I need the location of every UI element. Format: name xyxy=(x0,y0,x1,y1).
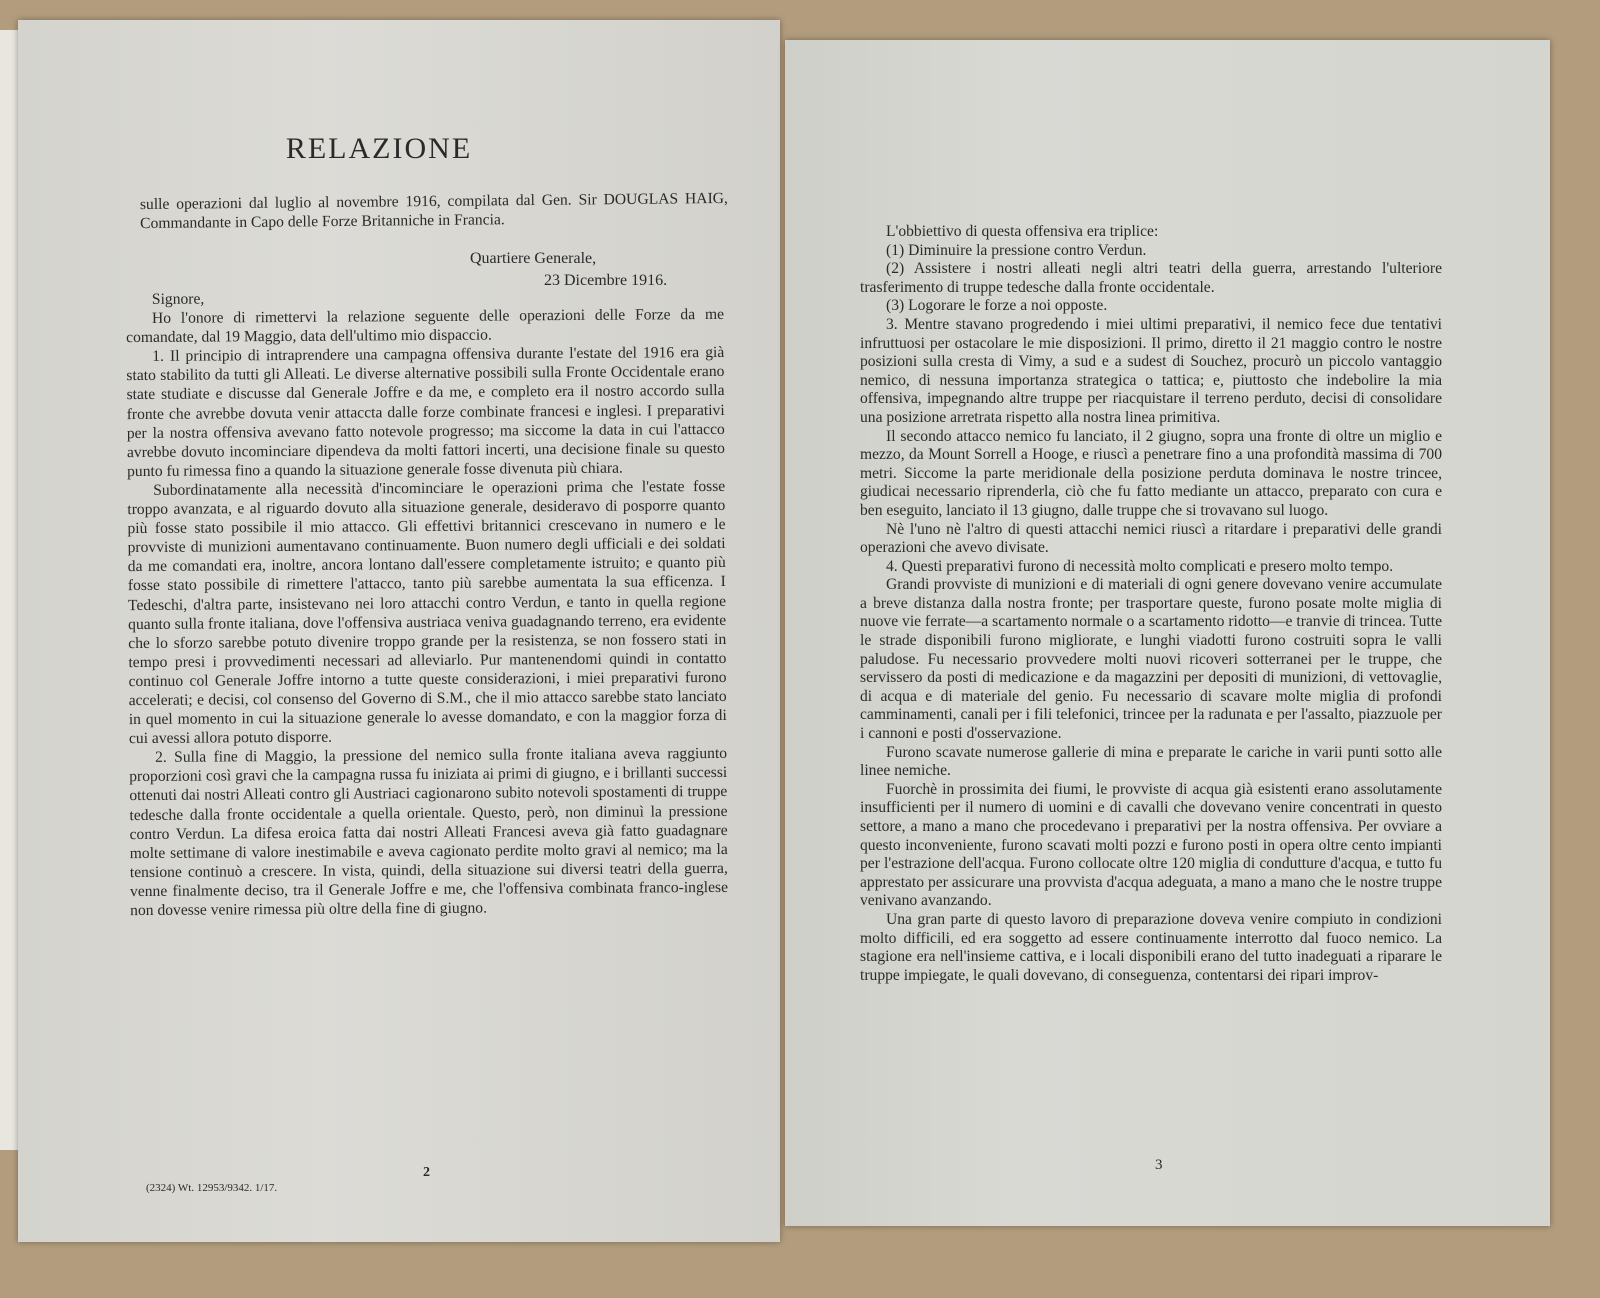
document-title: RELAZIONE xyxy=(285,132,473,165)
paragraph: 2. Sulla fine di Maggio, la pressione del nemico sulla fronte italiana aveva raggiunto proporzioni così gravi che la campagna russa fu iniziata ai primi di giugno, e i brillanti successi ottenuti dai nostri Alleati contro gli Austriaci cagionarono subito notevoli spostamenti di truppe tedesche dalla fronte occidentale a quella orientale. Questo, però, non diminuì la pressione contro Verdun. La difesa eroica fatta dai nostri Alleati Francesi aveva già fatto guadagnare molte settimane di valore inestimabile e aveva cagionato perdite molto gravi al nemico; ma la tensione continuò a crescere. In vista, quindi, della situazione sui diversi teatri della guerra, venne finalmente deciso, tra il Generale Joffre e me, che l'offensiva combinata franco-inglese non dovesse venire rimessa più oltre della fine di giugno. xyxy=(129,745,729,920)
paragraph: 3. Mentre stavano progredendo i miei ultimi preparativi, il nemico fece due tentativi infruttuosi per ostacolare le mie disposizioni. Il primo, diretto il 21 maggio contro le nostre posizioni sulla cresta di Vimy, a sud e a sudest di Souchez, procurò un piccolo vantaggio nemico, di nessuna importanza strategica o tattica; e, piuttosto che indebolire la mia offensiva, impegnando altre truppe per riacquistare il terreno perduto, decisi di consolidare una posizione arretrata rispetto alla nostra linea primitiva. xyxy=(860,315,1442,426)
paragraph: L'obbiettivo di questa offensiva era triplice: xyxy=(886,223,1159,240)
left-page xyxy=(18,20,780,1242)
paragraph: Il secondo attacco nemico fu lanciato, il 2 giugno, sopra una fronte di oltre un miglio e mezzo, da Mount Sorrell a Hooge, e riuscì a penetrare fino a una profondità massima di 700 metri. Siccome la parte meridionale della posizione perduta dominava le nostre trincee, giudicai necessario riprenderla, ciò che fu fatto mediante un attacco, preparato con cura e ben eseguito, lanciato il 13 giugno, dalle truppe che si trovavano sul luogo. xyxy=(860,427,1442,519)
paragraph: Nè l'uno nè l'altro di questi attacchi nemici riuscì a ritardare i preparativi delle grandi operazioni che avevo divisate. xyxy=(860,520,1442,557)
right-page xyxy=(785,40,1550,1226)
left-body xyxy=(126,286,728,920)
document-subtitle: sulle operazioni dal luglio al novembre 1916, compilata dal Gen. Sir DOUGLAS HAIG, Commandante in Capo delle Forze Britanniche in Francia. xyxy=(139,189,728,233)
page-number: 3 xyxy=(1155,1157,1163,1173)
paragraph: Una gran parte di questo lavoro di preparazione doveva venire compiuto in condizioni molto difficili, ed era soggetto ad essere continuamente interrotto dal fuoco nemico. La stagione era nell'insieme cattiva, e i locali disponibili erano del tutto inadeguati a riparare le truppe impiegate, le quali dovevano, di conseguenza, contentarsi dei ripari improv- xyxy=(860,910,1442,984)
paragraph: 4. Questi preparativi furono di necessità molto complicati e presero molto tempo. xyxy=(886,557,1394,575)
paragraph: Furono scavate numerose gallerie di mina e preparate le cariche in varii punti sotto alle linee nemiche. xyxy=(860,743,1442,780)
paragraph: Fuorchè in prossimita dei fiumi, le provviste di acqua già esistenti erano assolutamente insufficienti per il numero di uomini e di cavalli che dovevano venire concentrati in questo settore, a mano a mano che procedevano i preparativi per la nostra offensiva. Per ovviare a questo inconveniente, furono scavati molti pozzi e furono posti in opera oltre cento impianti per l'estrazione dell'acqua. Furono collocate oltre 120 miglia di condutture d'acqua, e tutto fu apprestato per assicurare una provvista d'acqua adeguata, a mano a mano che le nostre truppe venivano avanzando. xyxy=(860,780,1442,910)
paragraph: 1. Il principio di intraprendere una campagna offensiva durante l'estate del 1916 era già stato stabilito da tutti gli Alleati. Le diverse alternative possibili sulla Fronte Occidentale erano state studiate e discusse dal Generale Joffre e da me, e completo era il nostro accordo sulla fronte che avrebbe dovuta venir attaccta dalle forze combinate francesi e inglesi. I preparativi per la nostra offensiva avevano fatto notevole progresso; ma siccome la data in cui l'attacco avrebbe dovuto incominciare dipendeva da molti fattori incerti, una decisione finale su questo punto fu rimessa fino a quando la situazione generale fosse divenuta più chiara. xyxy=(126,344,725,480)
salutation: Signore, xyxy=(151,290,205,308)
page-number: 2 xyxy=(423,1165,430,1180)
paragraph: Subordinatamente alla necessità d'incominciare le operazioni prima che l'estate fosse troppo avanzata, e al riguardo dovuto alla situazione generale, desideravo di posporre quanto più fosse stato possibile il mio attacco. Gli effettivi britannici crescevano in numero e le provviste di munizioni aumentavano continuamente. Buon numero degli ufficiali e dei soldati da me comandati era, inoltre, ancora lontano dall'essere completamente istruito; e quanto più fosse stato possibile di rimettere l'attacco, tanto più sarebbe aumentata la sua efficenza. I Tedeschi, d'altra parte, insistevano nei loro attacchi contro Verdun, e tanto in quella regione quanto sulla fronte italiana, dove l'offensiva austriaca veniva guadagnando terreno, era evidente che lo sforzo sarebbe potuto divenire troppo grande per la resistenza, se non fossero stati in tempo presi i provvedimenti necessari ad alleviarlo. Pur mantenendomi quindi in contatto continuo col Generale Joffre intorno a tutte queste considerazioni, i miei preparativi furono accelerati; e decisi, col consenso del Governo di S.M., che il mio attacco sarebbe stato lanciato in quel momento in cui la situazione generale lo avesse domandato, e con la maggior forza di cui avessi allora potuto disporre. xyxy=(127,477,727,748)
date-line: 23 Dicembre 1916. xyxy=(544,272,668,289)
list-item: (1) Diminuire la pressione contro Verdun. xyxy=(886,241,1147,259)
paragraph: Grandi provviste di munizioni e di materiali di ogni genere dovevano venire accumulate a breve distanza dalla nostra fronte; per trasportare queste, furono posate molte miglia di nuove vie ferrate—a scartamento normale o a scartamento ridotto—e tranvie di trincea. Tutte le strade disponibili furono migliorate, e lunghi viadotti furono costruiti sopra le valli paludose. Fu necessario provvedere molti nuovi ricoveri sotterranei per le truppe, che servissero da posti di medicazione e da magazzini per depositi di munizioni, di vettovaglie, di acqua e di materiale del genio. Fu necessario di scavare molte miglia di profondi camminamenti, canali per i fili telefonici, trincee per la radunata e per l'assalto, piazzuole per i cannoni e posti d'osservazione. xyxy=(860,576,1442,743)
right-body xyxy=(860,223,1442,985)
paragraph: Ho l'onore di rimettervi la relazione seguente delle operazioni delle Forze da me comandate, dal 19 Maggio, data dell'ultimo mio dispaccio. xyxy=(126,306,725,347)
list-item: (2) Assistere i nostri alleati negli altri teatri della guerra, arrestando l'ulteriore trasferimento di truppe tedesche dalla fronte occidentale. xyxy=(860,260,1442,296)
list-item: (3) Logorare le forze a noi opposte. xyxy=(886,297,1108,315)
printer-footer: (2324) Wt. 12953/9342. 1/17. xyxy=(146,1182,278,1194)
place-line: Quartiere Generale, xyxy=(470,250,597,267)
